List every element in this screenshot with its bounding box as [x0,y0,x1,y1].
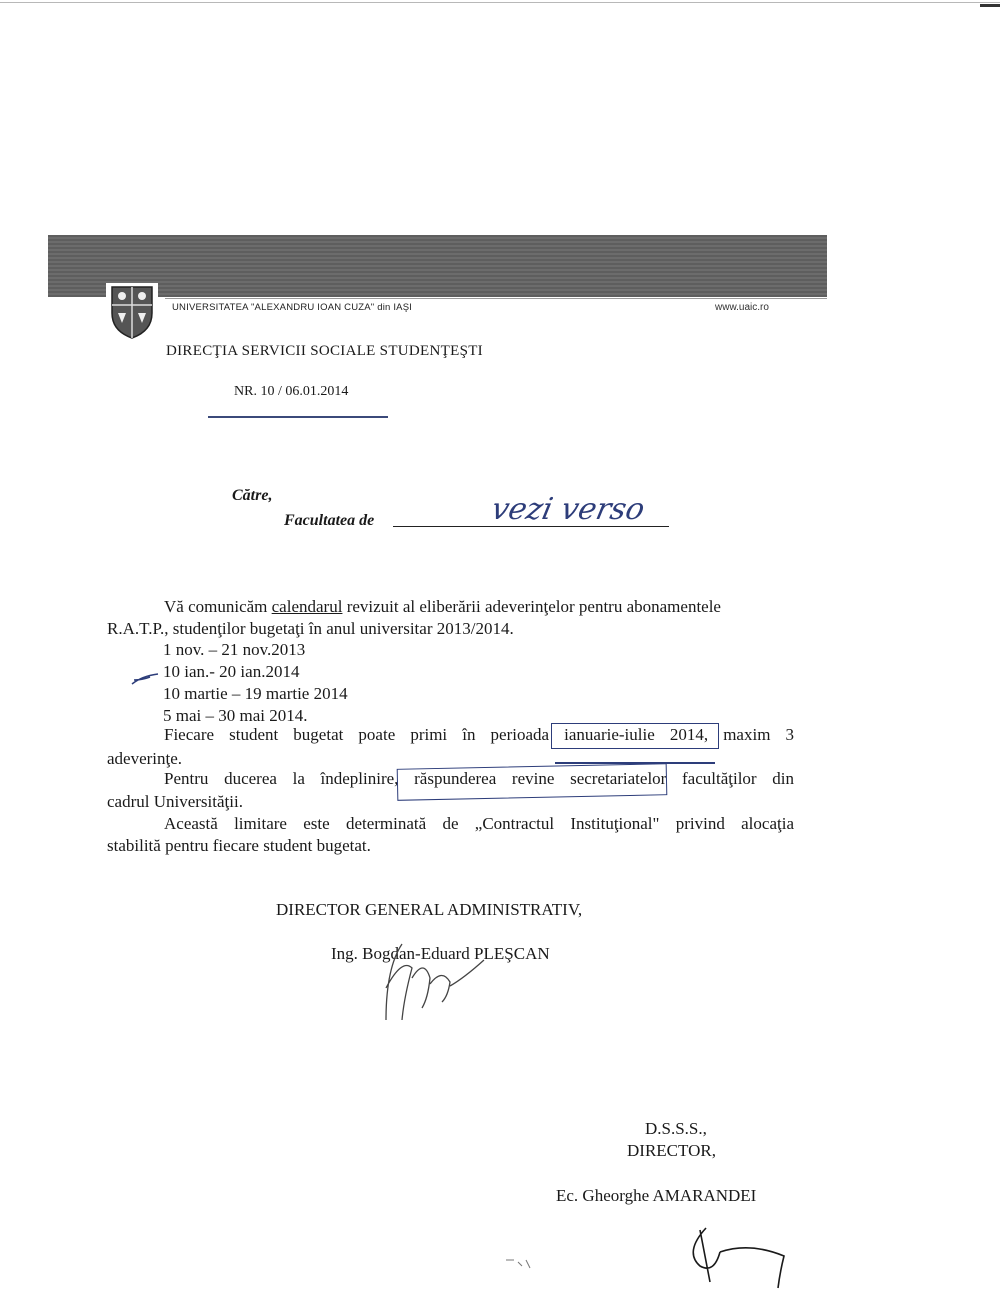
scan-corner-mark [980,4,1000,7]
date-range-3: 10 martie – 19 martie 2014 [163,684,348,703]
signatory-2-title: DIRECTOR, [627,1141,716,1160]
paragraph-1-underlined-word: calendarul [271,597,343,616]
university-website: www.uaic.ro [715,302,769,313]
paragraph-1-lead: Vă comunicăm [164,597,272,616]
to-label: Către, [232,487,273,504]
department-title: DIRECŢIA SERVICII SOCIALE STUDENŢEŞTI [166,343,483,359]
university-name: UNIVERSITATEA "ALEXANDRU IOAN CUZA" din IAŞI [172,302,413,313]
number-underline-stroke [208,416,388,418]
paragraph-3-line-2: cadrul Universităţii. [107,792,243,811]
letterhead-rule [165,298,827,299]
paragraph-3-line-1: Pentru ducerea la îndeplinire, răspunderea revine secretariatelor facultăţilor din [164,769,794,788]
paragraph-1-line-2: R.A.T.P., studenţilor bugetaţi în anul universitar 2013/2014. [107,619,514,638]
signature-2-scribble [680,1222,800,1292]
signatory-2-name: Ec. Gheorghe AMARANDEI [556,1186,757,1205]
handwritten-box-period [551,723,719,749]
handwritten-box-responsibility [397,763,668,801]
paragraph-4-line-2: stabilită pentru fiecare student bugetat. [107,836,371,855]
paragraph-1-line-1 [164,596,721,618]
letterhead-band [48,235,827,297]
document-number: NR. 10 / 06.01.2014 [234,384,349,399]
paragraph-1-rest: revizuit al eliberării adeverinţelor pentru abonamentele [342,597,721,616]
date-range-4: 5 mai – 30 mai 2014. [163,706,308,725]
faculty-handwritten-note: vezi verso [488,492,648,527]
date-range-2: 10 ian.- 20 ian.2014 [163,662,300,681]
scan-speck-mark [500,1254,540,1274]
university-crest-icon [106,283,158,341]
scan-top-line [0,2,1000,3]
signatory-1-title: DIRECTOR GENERAL ADMINISTRATIV, [276,900,583,919]
handwritten-check-mark [128,668,162,690]
signatory-2-org: D.S.S.S., [645,1119,707,1138]
signatory-1-name: Ing. Bogdan-Eduard PLEŞCAN [331,944,550,963]
paragraph-2-line-1: Fiecare student bugetat poate primi în perioada ianuarie-iulie 2014, maxim 3 [164,725,794,744]
paragraph-4-line-1: Această limitare este determinată de „Contractul Instituţional" privind alocaţia [164,814,794,833]
paragraph-2-line-2: adeverinţe. [107,749,183,768]
date-range-1: 1 nov. – 21 nov.2013 [163,640,306,659]
faculty-label: Facultatea de [284,512,375,529]
signature-1-scribble [372,938,492,1028]
